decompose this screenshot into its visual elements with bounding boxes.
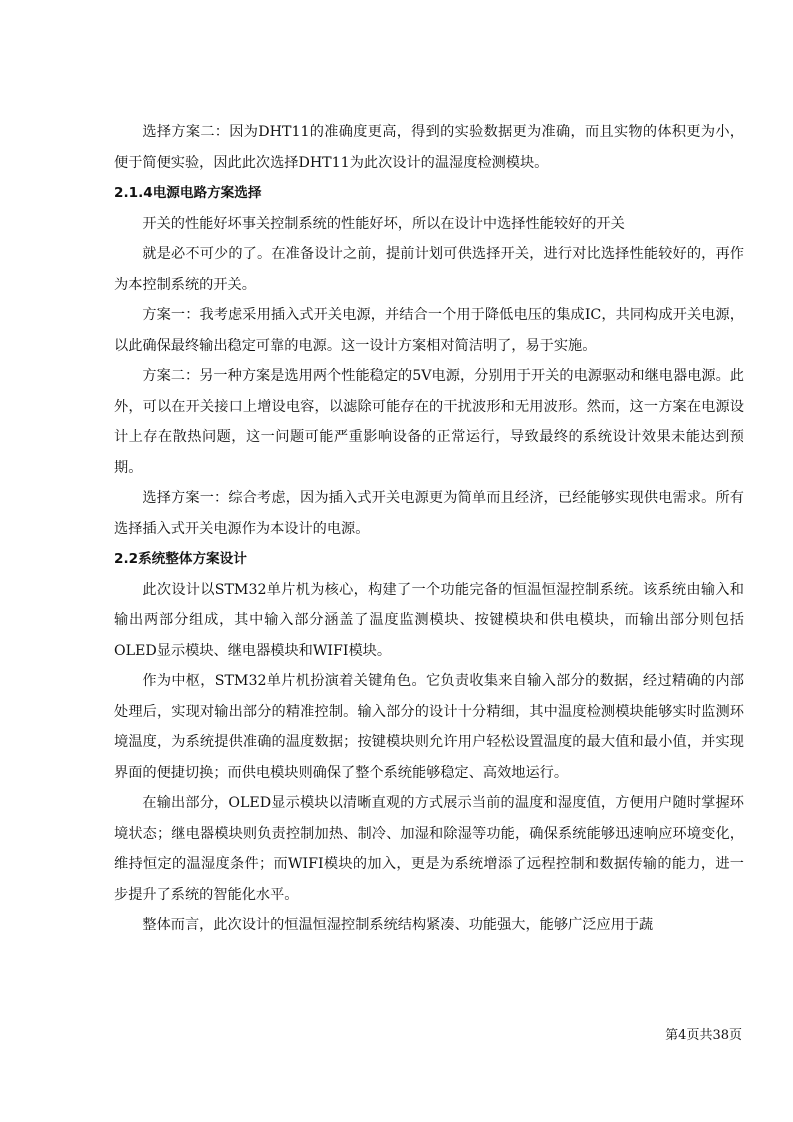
paragraph-switch-necessity: 就是必不可少的了。在准备设计之前，提前计划可供选择开关，进行对比选择性能较好的，再作为本控制系统的开关。 [114, 246, 744, 293]
paragraph-scheme2-choice: 选择方案二：因为DHT11的准确度更高，得到的实验数据更为准确，而且实物的体积更为小，便于简便实验，因此此次选择DHT11为此次设计的温湿度检测模块。 [114, 124, 744, 171]
paragraph-power-choice: 选择方案一：综合考虑，因为插入式开关电源更为简单而且经济，已经能够实现供电需求。所有选择插入式开关电源作为本设计的电源。 [114, 490, 744, 537]
paragraph-power-scheme2: 方案二：另一种方案是选用两个性能稳定的5V电源，分别用于开关的电源驱动和继电器电源。此外，可以在开关接口上增设电容，以滤除可能存在的干扰波形和无用波形。然而，这一方案在电源设计上存在散热问题，这一问题可能严重影响设备的正常运行，导致最终的系统设计效果未能达到预期。 [114, 368, 744, 476]
paragraph-power-scheme1: 方案一：我考虑采用插入式开关电源，并结合一个用于降低电压的集成IC，共同构成开关电源，以此确保最终输出稳定可靠的电源。这一设计方案相对简洁明了，易于实施。 [114, 307, 744, 354]
paragraph-summary: 整体而言，此次设计的恒温恒湿控制系统结构紧凑、功能强大，能够广泛应用于蔬 [142, 917, 654, 933]
paragraph-mcu-role: 作为中枢，STM32单片机扮演着关键角色。它负责收集来自输入部分的数据，经过精确的内部处理后，实现对输出部分的精准控制。输入部分的设计十分精细，其中温度检测模块能够实时监测环境温度，为系统提供准确的温度数据；按键模块则允许用户轻松设置温度的最大值和最小值，并实现界面的便捷切换；而供电模块则确保了整个系统能够稳定、高效地运行。 [114, 673, 744, 781]
document-body [114, 117, 744, 941]
paragraph-output-part: 在输出部分，OLED显示模块以清晰直观的方式展示当前的温度和湿度值，方便用户随时掌握环境状态；继电器模块则负责控制加热、制冷、加湿和除湿等功能，确保系统能够迅速响应环境变化，维持恒定的温湿度条件；而WIFI模块的加入，更是为系统增添了远程控制和数据传输的能力，进一步提升了系统的智能化水平。 [114, 795, 744, 903]
paragraph-system-overview: 此次设计以STM32单片机为核心，构建了一个功能完备的恒温恒湿控制系统。该系统由输入和输出两部分组成，其中输入部分涵盖了温度监测模块、按键模块和供电模块，而输出部分则包括OLED显示模块、继电器模块和WIFI模块。 [114, 581, 744, 659]
section-heading-2-2: 2.2系统整体方案设计 [114, 551, 247, 567]
section-heading-2-1-4: 2.1.4电源电路方案选择 [114, 185, 262, 201]
page-number-footer: 第4页共38页 [665, 1028, 742, 1043]
paragraph-switch-intro: 开关的性能好坏事关控制系统的性能好坏，所以在设计中选择性能较好的开关 [142, 215, 625, 232]
